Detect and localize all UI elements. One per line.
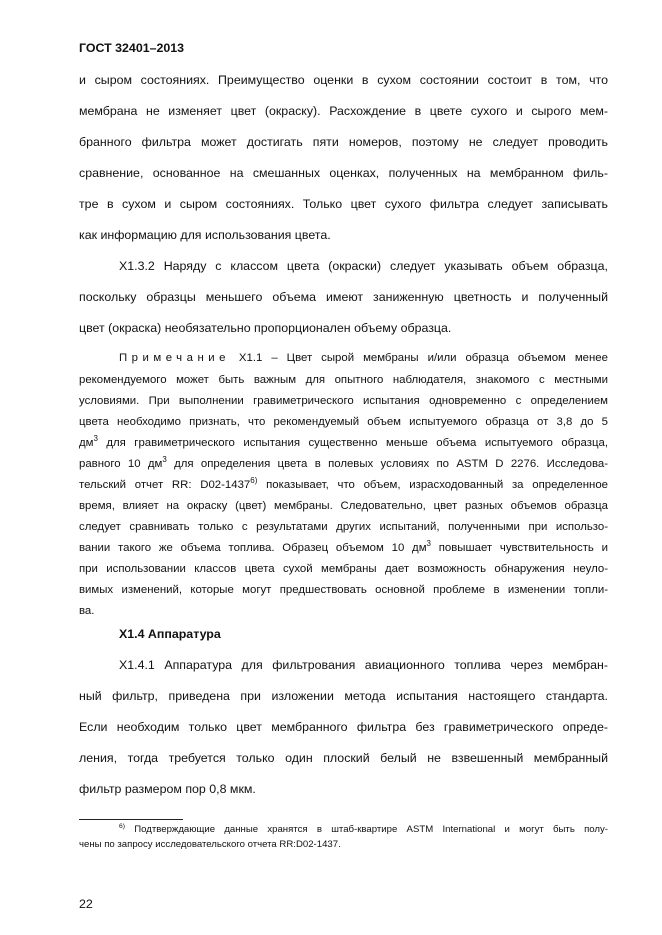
footnote-divider	[79, 819, 183, 820]
page-number: 22	[79, 897, 93, 911]
text-line: ный фильтр, приведена при изложении метода испытания настоящего стандарта.	[79, 689, 608, 703]
text-line: рекомендуемого может быть важным для опытного наблюдателя, знакомого с местными	[79, 374, 608, 386]
text-run: дм	[79, 437, 94, 449]
text-line: Если необходим только цвет мембранного фильтра без гравиметрического опреде-	[79, 720, 608, 734]
superscript: 3	[162, 455, 167, 465]
text-line: ления, тогда требуется только один плоский белый не взвешенный мембранный	[79, 751, 608, 765]
text-line: Х1.3.2 Наряду с классом цвета (окраски) следует указывать объем образца,	[119, 259, 608, 273]
note-label: Примечание	[119, 352, 230, 364]
text-line: ва.	[79, 605, 95, 617]
text-line: следует сравнивать только с результатами других испытаний, полученными при использо-	[79, 521, 608, 533]
text-line: цвет (окраска) необязательно пропорционален объему образца.	[79, 321, 452, 335]
text-line: тре в сухом и сыром состояниях. Только цвет сухого фильтра следует записывать	[79, 197, 608, 211]
superscript: 3	[426, 539, 431, 549]
text-line: мембрана не изменяет цвет (окраску). Расхождение в цвете сухого и сырого мем-	[79, 104, 608, 118]
text-line: вимых изменений, которые могут предшествовать основной проблеме в изменении топли-	[79, 584, 608, 596]
section-heading: Х1.4 Аппаратура	[119, 627, 221, 641]
text-line: чены по запросу исследовательского отчета RR:D02-1437.	[79, 839, 341, 850]
text-line: Х1.4.1 Аппаратура для фильтрования авиационного топлива через мембран-	[119, 658, 608, 672]
text-line: поскольку образцы меньшего объема имеют заниженную цветность и полученный	[79, 290, 608, 304]
text-line: как информацию для использования цвета.	[79, 228, 331, 242]
text-run: показывает, что объем, израсходованный за определенное	[257, 479, 608, 491]
text-line	[79, 352, 608, 364]
text-run: вании такого же объема топлива. Образец объемом 10 дм	[79, 542, 427, 554]
text-line	[79, 539, 608, 554]
text-line: и сыром состояниях. Преимущество оценки в сухом состоянии состоит в том, что	[79, 73, 608, 87]
text-line: время, влияет на окраску (цвет) мембраны. Следовательно, цвет разных объемов образца	[79, 500, 608, 512]
superscript: 3	[93, 434, 98, 444]
text-line: при использовании классов цвета сухой мембраны дает возможность обнаружения неуло-	[79, 563, 608, 575]
text-run: Подтверждающие данные хранятся в штаб-квартире ASTM International и могут быть полу-	[124, 824, 608, 835]
text-run: тельский отчет RR: D02-1437	[79, 479, 251, 491]
text-line: условиями. При выполнении гравиметрического испытания одновременно с определением	[79, 395, 608, 407]
footnote-ref: 6)	[250, 476, 258, 486]
text-run: для определения цвета в полевых условиях по ASTM D 2276. Исследова-	[166, 458, 609, 470]
footnote-mark: 6)	[119, 822, 125, 830]
text-line	[79, 455, 609, 470]
text-line: сравнение, основанное на смешанных оценках, полученных на мембранном филь-	[79, 166, 608, 180]
text-line: цвета необходимо признать, что рекомендуемый объем испытуемого образца от 3,8 до 5	[79, 416, 608, 428]
text-line: бранного фильтра может достигать пяти номеров, поэтому не следует проводить	[79, 135, 608, 149]
document-header-title: ГОСТ 32401–2013	[79, 41, 185, 55]
text-run: равного 10 дм	[79, 458, 163, 470]
text-line	[79, 824, 608, 835]
text-line	[79, 434, 608, 449]
text-run: для гравиметрического испытания существенно меньше объема испытуемого образца,	[97, 437, 608, 449]
note-text: Х1.1 – Цвет сырой мембраны и/или образца объемом менее	[238, 352, 608, 364]
text-line	[79, 476, 608, 491]
text-line: фильтр размером пор 0,8 мкм.	[79, 782, 256, 796]
text-run: повышает чувствительность и	[430, 542, 608, 554]
